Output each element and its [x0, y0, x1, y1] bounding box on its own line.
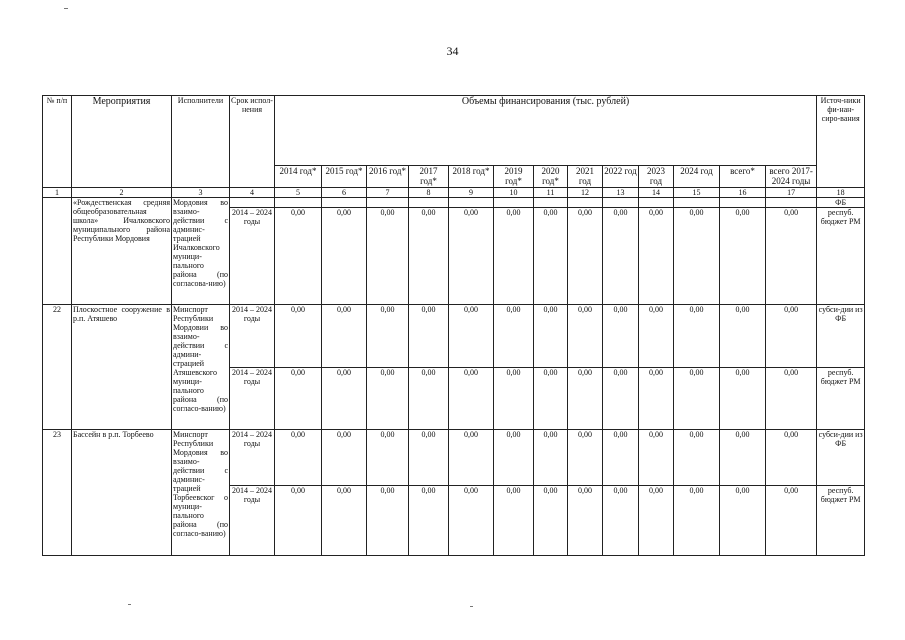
header-events: Мероприятия	[72, 96, 172, 188]
header-year: 2023 год	[639, 166, 674, 188]
column-number: 17	[766, 188, 817, 198]
column-number: 9	[449, 188, 494, 198]
empty-cell	[367, 198, 409, 208]
value-cell: 0,00	[639, 368, 674, 430]
column-number: 14	[639, 188, 674, 198]
value-cell: 0,00	[367, 305, 409, 368]
header-term: Срок испол-нения	[230, 96, 275, 188]
value-cell: 0,00	[367, 430, 409, 486]
scan-mark	[128, 604, 131, 605]
event-cell: Плоскостное сооружение в р.п. Атяшево	[72, 305, 172, 430]
header-year: 2018 год*	[449, 166, 494, 188]
value-cell: 0,00	[720, 486, 766, 556]
value-cell: 0,00	[639, 208, 674, 305]
value-cell: 0,00	[674, 305, 720, 368]
value-cell: 0,00	[568, 208, 603, 305]
empty-cell	[674, 198, 720, 208]
term-cell: 2014 – 2024 годы	[230, 368, 275, 430]
source-cell: ФБ	[817, 198, 865, 208]
value-cell: 0,00	[494, 368, 534, 430]
value-cell: 0,00	[603, 486, 639, 556]
value-cell: 0,00	[494, 208, 534, 305]
value-cell: 0,00	[568, 486, 603, 556]
source-cell: респуб. бюджет РМ	[817, 368, 865, 430]
empty-cell	[639, 198, 674, 208]
column-number: 3	[172, 188, 230, 198]
row-num-empty	[43, 198, 72, 305]
value-cell: 0,00	[322, 486, 367, 556]
source-cell: респуб. бюджет РМ	[817, 208, 865, 305]
executor-cell: Минспорт Республики Мордовии во взаимо-действии с админи-страцией Атяшевского муници-пального района (по согласо-ванию)	[172, 305, 230, 430]
value-cell: 0,00	[766, 208, 817, 305]
scan-mark	[470, 606, 473, 607]
value-cell: 0,00	[449, 486, 494, 556]
header-executors: Исполнители	[172, 96, 230, 188]
value-cell: 0,00	[367, 208, 409, 305]
value-cell: 0,00	[603, 430, 639, 486]
value-cell: 0,00	[409, 368, 449, 430]
term-cell: 2014 – 2024 годы	[230, 430, 275, 486]
page-number: 34	[446, 44, 459, 58]
value-cell: 0,00	[720, 305, 766, 368]
column-number: 4	[230, 188, 275, 198]
value-cell: 0,00	[534, 208, 568, 305]
header-num: № п/п	[43, 96, 72, 188]
source-cell: респуб. бюджет РМ	[817, 486, 865, 556]
empty-cell	[449, 198, 494, 208]
value-cell: 0,00	[720, 208, 766, 305]
value-cell: 0,00	[534, 305, 568, 368]
value-cell: 0,00	[766, 430, 817, 486]
value-cell: 0,00	[449, 305, 494, 368]
column-number: 7	[367, 188, 409, 198]
executor-cell: Мордовия во взаимо-действии с админис-трацией Ичалковского муници-пального района (по согласова-нию)	[172, 198, 230, 305]
value-cell: 0,00	[674, 208, 720, 305]
value-cell: 0,00	[534, 430, 568, 486]
column-number: 15	[674, 188, 720, 198]
header-year: 2024 год	[674, 166, 720, 188]
value-cell: 0,00	[674, 486, 720, 556]
term-cell: 2014 – 2024 годы	[230, 486, 275, 556]
header-sources: Источ-ники фи-нан-сиро-вания	[817, 96, 865, 188]
column-number: 12	[568, 188, 603, 198]
header-financing: Объемы финансирования (тыс. рублей)	[275, 96, 817, 166]
value-cell: 0,00	[766, 305, 817, 368]
value-cell: 0,00	[275, 486, 322, 556]
value-cell: 0,00	[674, 430, 720, 486]
value-cell: 0,00	[603, 368, 639, 430]
empty-cell	[603, 198, 639, 208]
source-cell: субси-дии из ФБ	[817, 430, 865, 486]
column-number: 5	[275, 188, 322, 198]
value-cell: 0,00	[449, 430, 494, 486]
value-cell: 0,00	[409, 430, 449, 486]
value-cell: 0,00	[534, 368, 568, 430]
value-cell: 0,00	[322, 430, 367, 486]
header-year: 2017 год*	[409, 166, 449, 188]
event-cell: Бассейн в р.п. Торбеево	[72, 430, 172, 556]
value-cell: 0,00	[603, 305, 639, 368]
value-cell: 0,00	[639, 305, 674, 368]
value-cell: 0,00	[409, 486, 449, 556]
term-cell: 2014 – 2024 годы	[230, 305, 275, 368]
source-cell: субси-дии из ФБ	[817, 305, 865, 368]
empty-cell	[494, 198, 534, 208]
column-number: 2	[72, 188, 172, 198]
value-cell: 0,00	[720, 368, 766, 430]
header-year: 2014 год*	[275, 166, 322, 188]
value-cell: 0,00	[568, 430, 603, 486]
value-cell: 0,00	[275, 368, 322, 430]
financing-table	[42, 95, 865, 556]
value-cell: 0,00	[766, 486, 817, 556]
value-cell: 0,00	[766, 368, 817, 430]
header-year: 2020 год*	[534, 166, 568, 188]
header-year: 2022 год	[603, 166, 639, 188]
empty-cell	[275, 198, 322, 208]
value-cell: 0,00	[275, 208, 322, 305]
column-number: 16	[720, 188, 766, 198]
empty-cell	[322, 198, 367, 208]
empty-cell	[720, 198, 766, 208]
value-cell: 0,00	[639, 430, 674, 486]
column-number: 13	[603, 188, 639, 198]
value-cell: 0,00	[449, 368, 494, 430]
value-cell: 0,00	[494, 430, 534, 486]
column-number: 6	[322, 188, 367, 198]
value-cell: 0,00	[367, 486, 409, 556]
header-total: всего*	[720, 166, 766, 188]
value-cell: 0,00	[494, 305, 534, 368]
event-cell: «Рождественская средняя общеобразовательная школа» Ичалковского муниципального района Республики Мордовия	[72, 198, 172, 305]
value-cell: 0,00	[367, 368, 409, 430]
value-cell: 0,00	[568, 305, 603, 368]
term-cell: 2014 – 2024 годы	[230, 208, 275, 305]
value-cell: 0,00	[449, 208, 494, 305]
row-number: 23	[43, 430, 72, 556]
value-cell: 0,00	[568, 368, 603, 430]
header-year: 2016 год*	[367, 166, 409, 188]
empty-cell	[534, 198, 568, 208]
value-cell: 0,00	[275, 430, 322, 486]
value-cell: 0,00	[322, 208, 367, 305]
empty-cell	[230, 198, 275, 208]
header-year: 2015 год*	[322, 166, 367, 188]
column-number: 18	[817, 188, 865, 198]
empty-cell	[409, 198, 449, 208]
header-total-2017-2024: всего 2017-2024 годы	[766, 166, 817, 188]
value-cell: 0,00	[720, 430, 766, 486]
value-cell: 0,00	[674, 368, 720, 430]
column-number: 10	[494, 188, 534, 198]
column-number: 1	[43, 188, 72, 198]
value-cell: 0,00	[494, 486, 534, 556]
empty-cell	[766, 198, 817, 208]
value-cell: 0,00	[322, 368, 367, 430]
value-cell: 0,00	[639, 486, 674, 556]
value-cell: 0,00	[409, 305, 449, 368]
value-cell: 0,00	[409, 208, 449, 305]
value-cell: 0,00	[534, 486, 568, 556]
column-number: 8	[409, 188, 449, 198]
executor-cell: Минспорт Республики Мордовия во взаимо-действии с админис-трацией Торбеевског о муници-пального района (по согласо-ванию)	[172, 430, 230, 556]
value-cell: 0,00	[275, 305, 322, 368]
empty-cell	[568, 198, 603, 208]
column-number: 11	[534, 188, 568, 198]
scan-mark	[64, 8, 68, 9]
row-number: 22	[43, 305, 72, 430]
value-cell: 0,00	[322, 305, 367, 368]
value-cell: 0,00	[603, 208, 639, 305]
header-year: 2021 год	[568, 166, 603, 188]
header-year: 2019 год*	[494, 166, 534, 188]
